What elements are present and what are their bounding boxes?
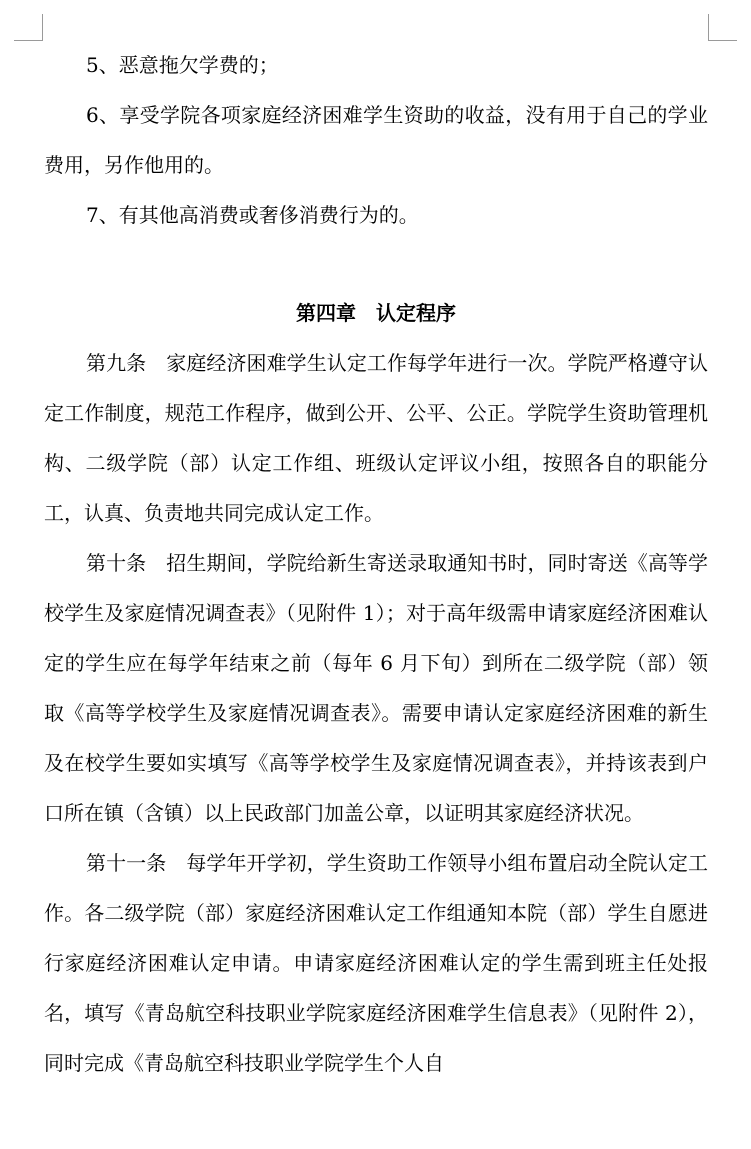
section-spacer [44, 240, 708, 288]
article-10: 第十条 招生期间，学院给新生寄送录取通知书时，同时寄送《高等学校学生及家庭情况调查表》（见附件 1）；对于高年级需申请家庭经济困难认定的学生应在每学年结束之前（每年 6 月下旬）到所在二级学院（部）领取《高等学校学生及家庭情况调查表》。需要申请认定家庭经济困难的新生及在校学生要如实填写《高等学校学生及家庭情况调查表》，并持该表到户口所在镇（含镇）以上民政部门加盖公章，以证明其家庭经济状况。 [44, 551, 708, 825]
page-corner-mark-top-right [708, 14, 737, 41]
article-11: 第十一条 每学年开学初，学生资助工作领导小组布置启动全院认定工作。各二级学院（部）家庭经济困难认定工作组通知本院（部）学生自愿进行家庭经济困难认定申请。申请家庭经济困难认定的学生需到班主任处报名，填写《青岛航空科技职业学院家庭经济困难学生信息表》（见附件 2），同时完成《青岛航空科技职业学院学生个人自 [44, 851, 708, 1075]
page-corner-mark-top-left [14, 14, 43, 41]
list-item-7: 7、有其他高消费或奢侈消费行为的。 [86, 203, 419, 227]
list-item-6: 6、享受学院各项家庭经济困难学生资助的收益，没有用于自己的学业费用，另作他用的。 [44, 103, 708, 177]
chapter-heading: 第四章 认定程序 [296, 301, 456, 325]
article-9: 第九条 家庭经济困难学生认定工作每学年进行一次。学院严格遵守认定工作制度，规范工作程序，做到公开、公平、公正。学院学生资助管理机构、二级学院（部）认定工作组、班级认定评议小组，按照各自的职能分工，认真、负责地共同完成认定工作。 [44, 351, 708, 525]
list-item-5: 5、恶意拖欠学费的； [86, 53, 279, 77]
document-body [44, 40, 708, 1088]
